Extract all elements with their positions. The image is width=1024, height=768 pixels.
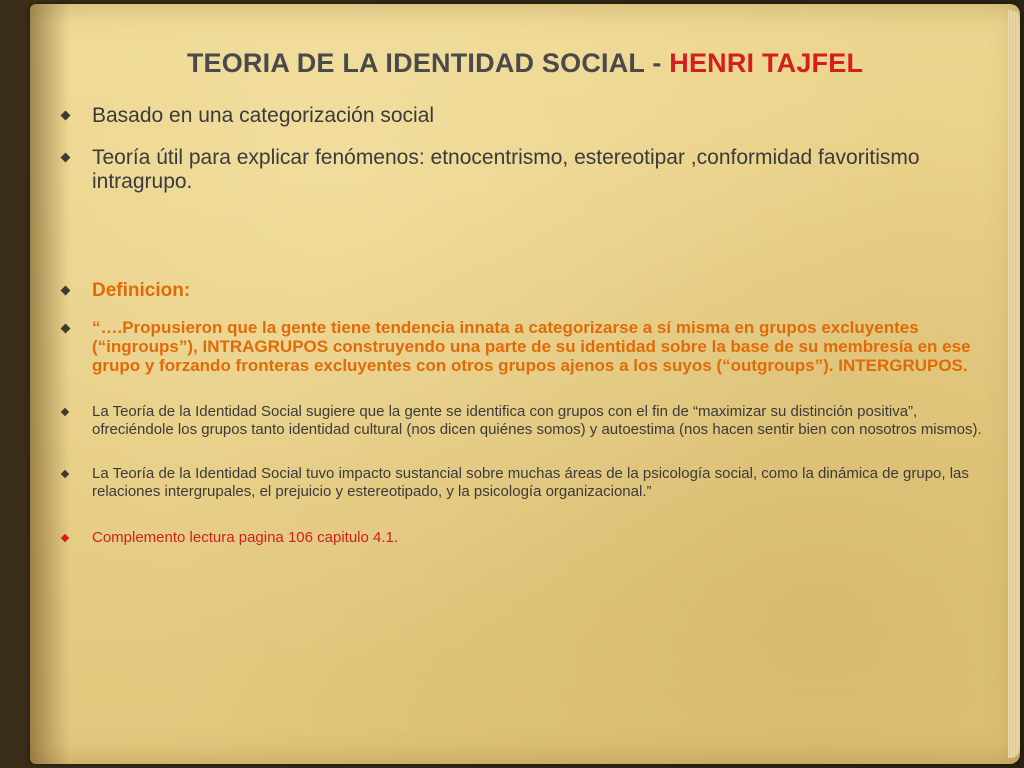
diamond-bullet-icon — [61, 324, 71, 334]
title-accent: HENRI TAJFEL — [669, 48, 864, 78]
bullet-text: Complemento lectura pagina 106 capitulo 4.1. — [92, 529, 399, 546]
diamond-bullet-icon — [61, 408, 69, 416]
bullet-item — [62, 403, 992, 439]
diamond-bullet-icon — [61, 470, 69, 478]
bullet-item — [62, 465, 992, 501]
diamond-bullet-icon — [61, 111, 71, 121]
bullet-text: La Teoría de la Identidad Social tuvo impacto sustancial sobre muchas áreas de la psicología social, como la dinámica de grupo, las relaciones intergrupales, el prejuicio y estereotipado, y la psicología organizacional.” — [92, 465, 969, 500]
bullet-item-definition-label — [62, 280, 992, 302]
page-edge — [1008, 10, 1020, 758]
bullet-item-definition-quote — [62, 318, 992, 375]
bullet-item-reference — [62, 529, 992, 547]
bullet-item — [62, 104, 992, 128]
slide-content — [62, 104, 992, 547]
title-main: TEORIA DE LA IDENTIDAD SOCIAL - — [186, 48, 670, 78]
diamond-bullet-icon — [61, 534, 69, 542]
parchment-page — [30, 4, 1020, 764]
bullet-item — [62, 146, 992, 194]
bullet-text: Teoría útil para explicar fenómenos: etnocentrismo, estereotipar ,conformidad favoritismo intragrupo. — [92, 146, 920, 193]
bullet-text: La Teoría de la Identidad Social sugiere que la gente se identifica con grupos con el fin de “maximizar su distinción positiva”, ofreciéndole los grupos tanto identidad cultural (nos dicen quiénes somos) y autoestima (nos hacen sentir bien con nosotros mismos). — [92, 403, 982, 438]
diamond-bullet-icon — [61, 286, 71, 296]
bullet-text: “….Propusieron que la gente tiene tendencia innata a categorizarse a sí misma en grupos excluyentes (“ingroups”), INTRAGRUPOS construyendo una parte de su identidad sobre la base de su membresía en ese grupo y forzando fronteras excluyentes con otros grupos ajenos a los suyos (“outgroups”). INTERGRUPOS. — [92, 318, 971, 375]
diamond-bullet-icon — [61, 153, 71, 163]
slide-title — [30, 48, 1020, 79]
bullet-text: Definicion: — [92, 280, 191, 301]
bullet-text: Basado en una categorización social — [92, 104, 435, 127]
